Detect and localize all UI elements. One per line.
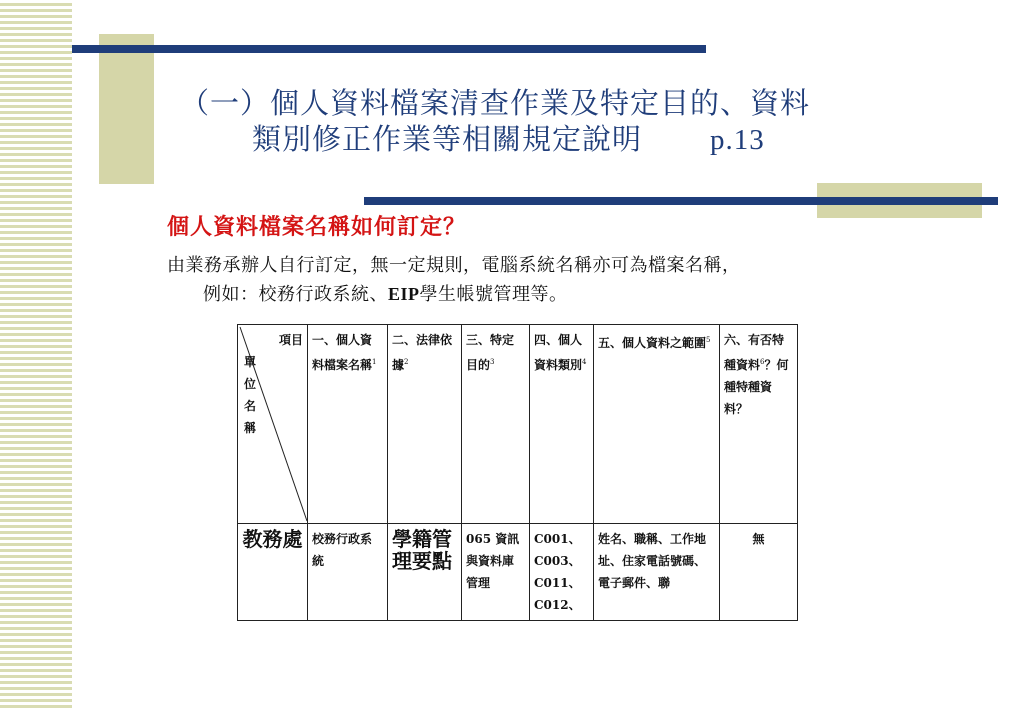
- header-cell-1: [308, 325, 388, 524]
- title-rule-bottom: [364, 197, 998, 205]
- header-label-1: 一、個人資料檔案名稱: [312, 333, 373, 372]
- body-paragraph: [167, 252, 997, 309]
- decorative-stripe-band: [0, 0, 72, 708]
- table-image: [237, 324, 802, 652]
- header-note-6: 6: [760, 358, 765, 366]
- body-line-2-tail: 學生帳號管理等。: [419, 284, 568, 305]
- body-line-2-text: 例如：校務行政系統、: [203, 284, 388, 305]
- title-rule-top: [72, 45, 706, 53]
- header-cell-4: [530, 325, 594, 524]
- header-label-6-tail: ？何種特種資料？: [724, 358, 789, 416]
- body-line-2-bold: EIP: [388, 284, 420, 304]
- table-header-row: [238, 325, 798, 524]
- file-name-cell: 校務行政系統: [308, 524, 388, 621]
- purpose-cell: 065 資訊與資料庫管理: [462, 524, 530, 621]
- header-note-5: 5: [706, 336, 711, 344]
- personal-data-table: [237, 324, 798, 621]
- corner-top-label: 項目: [278, 333, 303, 347]
- table-row: [238, 524, 798, 621]
- title-line-1: （一）個人資料檔案清查作業及特定目的、資料: [180, 86, 811, 120]
- header-note-1: 1: [372, 358, 377, 366]
- unit-name-cell: 教務處: [238, 524, 308, 621]
- title-line-2: 類別修正作業等相關規定說明: [252, 122, 643, 156]
- header-label-2: 二、法律依據: [392, 333, 453, 372]
- header-label-6: 六、有否特種資料: [724, 333, 785, 372]
- subheading: 個人資料檔案名稱如何訂定？: [167, 214, 467, 240]
- header-note-3: 3: [490, 358, 495, 366]
- corner-cell: [238, 325, 308, 524]
- header-label-5: 五、個人資料之範圍: [598, 336, 707, 350]
- category-cell: C001、C003、C011、C012、: [530, 524, 594, 621]
- decorative-block-top: [99, 34, 154, 184]
- header-label-3: 三、特定目的: [466, 333, 515, 372]
- legal-basis-cell: 學籍管理要點: [388, 524, 462, 621]
- header-note-4: 4: [582, 358, 587, 366]
- special-data-cell: 無: [720, 524, 798, 621]
- header-cell-6: [720, 325, 798, 524]
- header-cell-3: [462, 325, 530, 524]
- header-label-4: 四、個人資料類別: [534, 333, 583, 372]
- slide-title: [180, 85, 1000, 158]
- title-line-2-wrap: [180, 121, 1000, 158]
- header-note-2: 2: [404, 358, 409, 366]
- corner-side-label: 單位名稱: [244, 355, 257, 435]
- scope-cell: 姓名、職稱、工作地址、住家電話號碼、電子郵件、聯: [594, 524, 720, 621]
- header-cell-5: [594, 325, 720, 524]
- page-reference: p.13: [710, 124, 765, 156]
- body-line-1: 由業務承辦人自行訂定，無一定規則，電腦系統名稱亦可為檔案名稱，: [167, 255, 741, 276]
- body-line-2: [167, 280, 997, 309]
- header-cell-2: [388, 325, 462, 524]
